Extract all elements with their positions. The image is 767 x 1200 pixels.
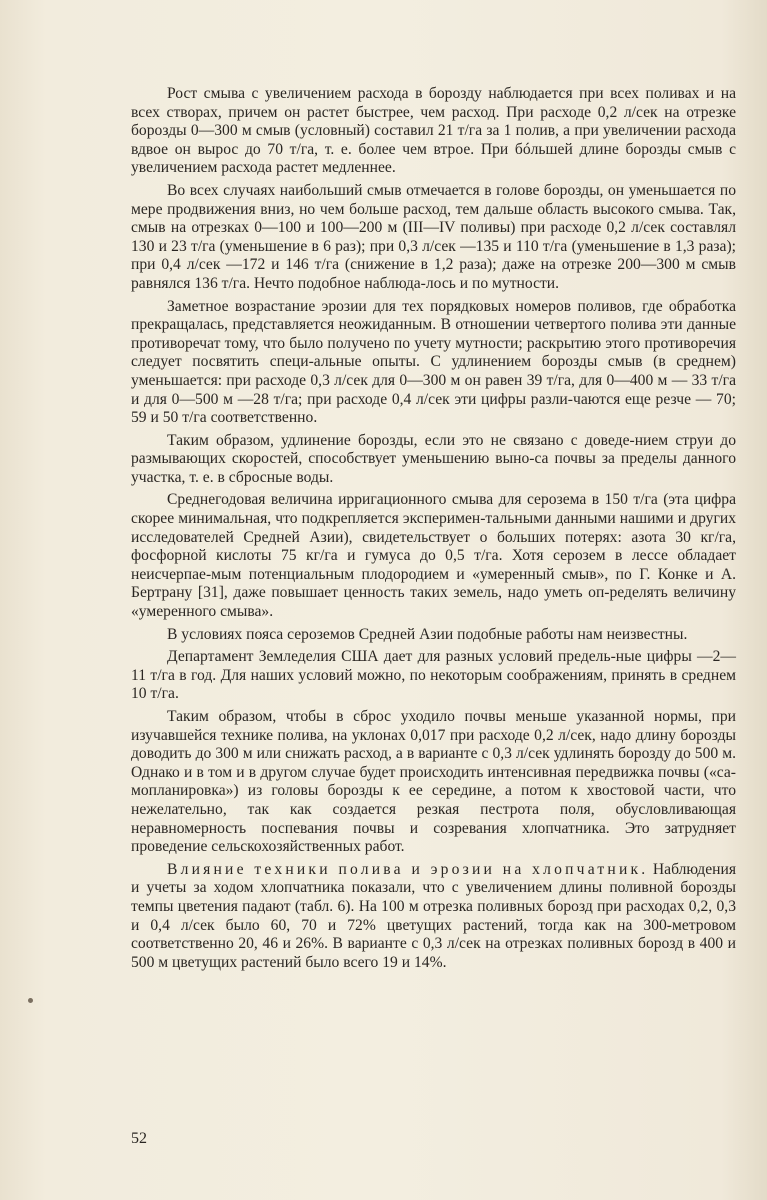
paragraph-9-body: Наблюдения и учеты за ходом хлопчатника показали, что с увеличением длины поливной борозды темпы цветения падают (табл. 6). На 100 м отрезка поливных борозд при расходах 0,2, 0,3 и 0,4 л/сек было 60, 70 и 72% цветущих растений, тогда как на 300-метровом соответственно 20, 46 и 26%. В варианте с 0,3 л/сек на отрезках поливных борозд в 400 и 500 м цветущих растений было всего 19 и 14%. <box>131 860 736 971</box>
paragraph-4: Таким образом, удлинение борозды, если это не связано с доведе-нием струи до размывающих скоростей, способствует уменьшению выно-са почвы за пределы данного участка, т. е. в сбросные воды. <box>131 431 736 486</box>
paragraph-8: Таким образом, чтобы в сброс уходило почвы меньше указанной нормы, при изучавшейся технике полива, на уклонах 0,017 при расходе 0,2 л/сек, надо длину борозды доводить до 300 м или снижать расход, а в варианте с 0,3 л/сек удлинять борозду до 500 м. Однако и в том и в другом случае будет происходить интенсивная передвижка почвы («са-мопланировка») из головы борозды к ее середине, а потом к хвостовой части, что нежелательно, так как создается резкая пестрота поля, обусловливающая неравномерность поспевания почвы и созревания хлопчатника. Это затрудняет проведение сельскохозяйственных работ. <box>131 708 736 856</box>
paragraph-6: В условиях пояса сероземов Средней Азии подобные работы нам неизвестны. <box>167 625 688 643</box>
body-text <box>131 85 736 976</box>
paragraph-3: Заметное возрастание эрозии для тех порядковых номеров поливов, где обработка прекращалась, представляется неожиданным. В отношении четвертого полива эти данные противоречат тому, что было получено по учету мутности; раскрытию этого противоречия следует посвятить специ-альные опыты. С удлинением борозды смыв (в среднем) уменьшается: при расходе 0,3 л/сек для 0—300 м он равен 39 т/га, для 0—400 м — 33 т/га и для 0—500 м —28 т/га; при расходе 0,4 л/сек эти цифры разли-чаются еще резче — 70; 59 и 50 т/га соответственно. <box>131 297 736 427</box>
section-heading: Влияние техники полива и эрозии на хлопчатник. <box>167 860 649 878</box>
margin-mark <box>28 998 33 1003</box>
paragraph-9 <box>131 861 736 973</box>
paragraph-2: Во всех случаях наибольший смыв отмечается в голове борозды, он уменьшается по мере продвижения вниз, но чем больше расход, тем дальше область высокого смыва. Так, смыв на отрезках 0—100 и 100—200 м (III—IV поливы) при расходе 0,2 л/сек составлял 130 и 23 т/га (уменьшение в 6 раз); при 0,3 л/сек —135 и 110 т/га (уменьшение в 1,3 раза); при 0,4 л/сек —172 и 146 т/га (снижение в 1,2 раза); даже на отрезке 200—300 м смыв равнялся 136 т/га. Нечто подобное наблюда-лось и по мутности. <box>131 181 736 292</box>
paragraph-5: Среднегодовая величина ирригационного смыва для серозема в 150 т/га (эта цифра скорее минимальная, что подкрепляется эксперимен-тальными данными нашими и других исследователей Средней Азии), свидетельствует о больших потерях: азота 30 кг/га, фосфорной кислоты 75 кг/га и гумуса до 0,5 т/га. Хотя серозем в лессе обладает неисчерпае-мым потенциальным плодородием и «умеренный смыв», по Г. Конке и А. Бертрану [31], даже повышает ценность таких земель, надо уметь оп-ределять величину «умеренного смыва». <box>131 491 736 621</box>
page-number: 52 <box>131 1130 147 1147</box>
paragraph-7: Департамент Земледелия США дает для разных условий предель-ные цифры —2—11 т/га в год. Для наших условий можно, по некоторым соображениям, принять в среднем 10 т/га. <box>131 648 736 703</box>
paragraph-1: Рост смыва с увеличением расхода в борозду наблюдается при всех поливах и на всех створах, причем он растет быстрее, чем расход. При расходе 0,2 л/сек на отрезке борозды 0—300 м смыв (условный) составил 21 т/га за 1 полив, а при увеличении расхода вдвое он вырос до 70 т/га, т. е. более чем втрое. При бóльшей длине борозды смыв с увеличением расхода растет медленнее. <box>131 85 736 177</box>
